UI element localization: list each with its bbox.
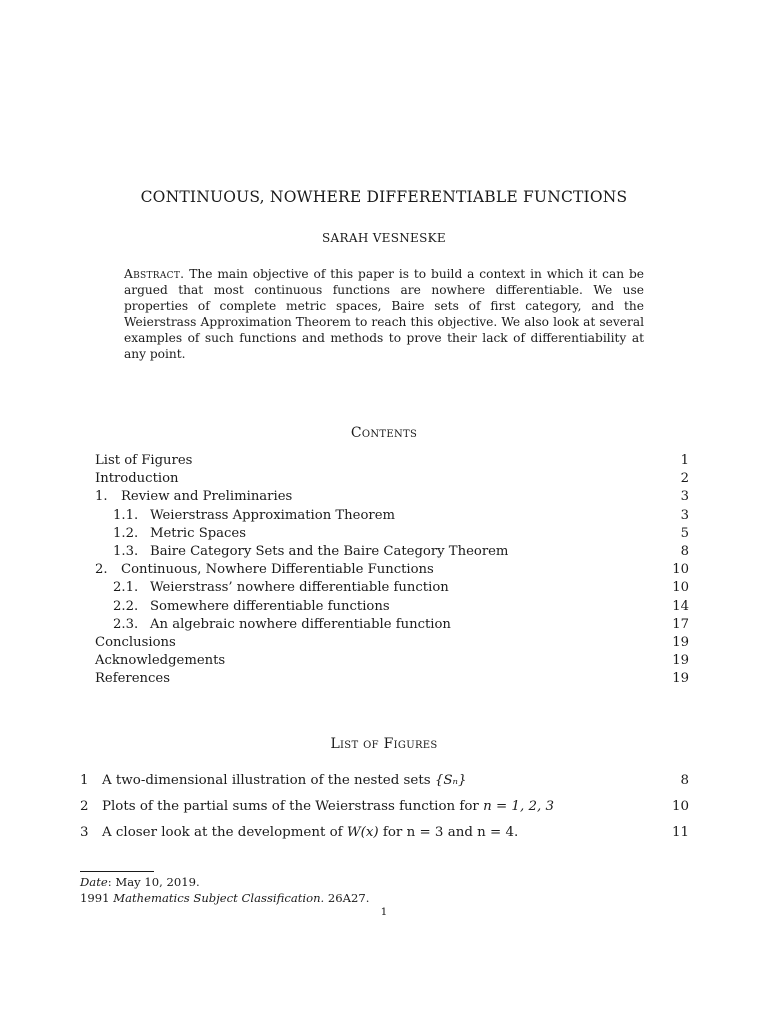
toc-entry-page: 3: [680, 507, 689, 523]
figure-page: 10: [671, 799, 689, 814]
toc-entry[interactable]: [95, 507, 689, 525]
toc-entry-number: 1.3.: [113, 543, 139, 559]
toc-entry-title: Weierstrass Approximation Theorem: [150, 507, 396, 523]
figure-number: 1: [80, 773, 89, 788]
toc-entry-page: 19: [672, 634, 689, 650]
contents-heading: Contents: [350, 425, 418, 441]
toc-entry[interactable]: [95, 470, 689, 488]
msc-year: 1991: [80, 891, 114, 905]
figure-caption: A closer look at the development of: [102, 825, 347, 840]
toc-entry-title: References: [95, 671, 170, 687]
figure-entry[interactable]: [80, 770, 689, 796]
toc-entry[interactable]: [95, 652, 689, 670]
msc-label: Mathematics Subject Classification.: [113, 891, 325, 905]
footnote-date: [80, 874, 369, 890]
toc-entry-title: Conclusions: [95, 634, 176, 650]
figure-number: 2: [80, 799, 89, 814]
toc-entry-page: 10: [672, 562, 689, 578]
figure-caption-math: {Sₙ}: [434, 773, 467, 788]
footnote-rule: [80, 871, 154, 872]
toc-entry[interactable]: [95, 670, 689, 688]
toc-entry-page: 14: [672, 598, 689, 614]
toc-entry[interactable]: [95, 634, 689, 652]
toc-entry-number: 2.2.: [113, 598, 139, 614]
toc-entry-page: 8: [680, 543, 689, 559]
toc-entry-page: 3: [680, 489, 689, 505]
footnote-msc: [80, 890, 369, 906]
toc-entry[interactable]: [95, 525, 689, 543]
toc-entry-title: An algebraic nowhere differentiable function: [150, 616, 451, 632]
author-name: SARAH VESNESKE: [322, 231, 446, 245]
abstract: [124, 266, 644, 362]
date-value: : May 10, 2019.: [107, 875, 200, 889]
figure-page: 8: [680, 773, 689, 788]
abstract-label: Abstract.: [124, 267, 185, 281]
toc-entry-title: Weierstrass’ nowhere differentiable function: [150, 580, 449, 596]
toc-entry-page: 17: [672, 616, 689, 632]
toc-entry-page: 2: [680, 471, 689, 487]
list-of-figures: [80, 770, 689, 848]
toc-entry[interactable]: [95, 543, 689, 561]
table-of-contents: [95, 452, 689, 688]
toc-entry-title: Metric Spaces: [150, 525, 247, 541]
toc-entry-title: Somewhere differentiable functions: [150, 598, 390, 614]
list-of-figures-heading: List of Figures: [330, 736, 438, 752]
figure-caption-tail: for n = 3 and n = 4.: [378, 825, 519, 840]
toc-entry-title: Baire Category Sets and the Baire Category Theorem: [150, 543, 509, 559]
toc-entry-title: Introduction: [95, 471, 179, 487]
figure-page: 11: [671, 825, 689, 840]
toc-entry-title: Acknowledgements: [95, 653, 226, 669]
toc-entry[interactable]: [95, 598, 689, 616]
msc-value: 26A27.: [324, 891, 370, 905]
toc-entry-page: 5: [680, 525, 689, 541]
toc-entry-title: Review and Preliminaries: [121, 489, 293, 505]
toc-entry-title: Continuous, Nowhere Differentiable Functions: [121, 562, 434, 578]
figure-entry[interactable]: [80, 822, 689, 848]
toc-entry-page: 1: [680, 453, 689, 468]
footnotes: [80, 874, 369, 906]
figure-number: 3: [80, 825, 89, 840]
toc-entry[interactable]: [95, 579, 689, 597]
toc-entry-number: 2.3.: [113, 616, 139, 632]
toc-entry-page: 19: [672, 671, 689, 687]
figure-caption-math: n = 1, 2, 3: [483, 799, 555, 814]
toc-entry-number: 1.1.: [113, 507, 139, 523]
toc-entry[interactable]: [95, 452, 689, 470]
toc-entry[interactable]: [95, 561, 689, 579]
toc-entry-number: 2.: [95, 562, 108, 578]
abstract-text: The main objective of this paper is to build a context in which it can be argued that most continuous functions are nowhere differentiable. We use properties of complete metric spaces, Baire sets of first category, and the Weierstrass Approximation Theorem to reach this objective. We also look at several examples of such functions and methods to prove their lack of differentiability at any point.: [124, 267, 645, 361]
paper-title: CONTINUOUS, NOWHERE DIFFERENTIABLE FUNCTIONS: [140, 188, 628, 206]
figure-caption: A two-dimensional illustration of the nested sets: [102, 773, 435, 788]
toc-entry-number: 1.2.: [113, 525, 139, 541]
figure-caption: Plots of the partial sums of the Weierstrass function for: [102, 799, 484, 814]
toc-entry-title: List of Figures: [95, 453, 193, 468]
toc-entry-page: 10: [672, 580, 689, 596]
date-label: Date: [80, 875, 108, 889]
toc-entry[interactable]: [95, 616, 689, 634]
toc-entry-number: 2.1.: [113, 580, 139, 596]
page-number: 1: [380, 906, 388, 918]
figure-caption-math: W(x): [346, 825, 379, 840]
toc-entry[interactable]: [95, 488, 689, 506]
toc-entry-number: 1.: [95, 489, 108, 505]
toc-entry-page: 19: [672, 653, 689, 669]
figure-entry[interactable]: [80, 796, 689, 822]
